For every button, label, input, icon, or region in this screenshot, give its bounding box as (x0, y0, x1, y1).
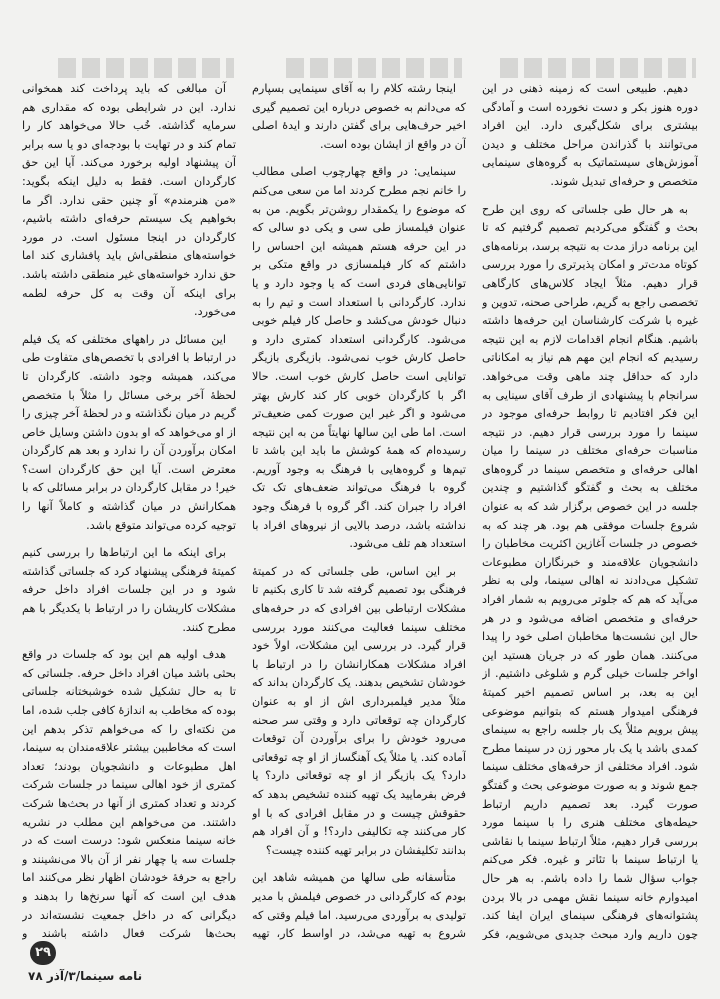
column-middle (252, 80, 466, 940)
show-through-text (58, 58, 234, 78)
column-right (482, 80, 698, 940)
paragraph: سینمایی: در واقع چهارچوب اصلی مطالب را خانم نجم مطرح کردند اما من سعی می‌کنم که موضوع را یکمقدار روشن‌تر بگویم. من به عنوان فیلمساز طی سی و یکی دو سالی که در این حرفه هستم همیشه این احساس را داشتم که کار فیلمسازی در واقع متکی بر توانایی‌های فردی است که یا وجود دارد و یا ندارد. کارگردانی با استعداد است و تیم را به دنبال خودش می‌کشد و حاصل کار فیلم خوبی می‌شود. کارگردانی استعداد کمتری دارد و حاصل کارش خوب نمی‌شود. بازیگری بازیگر توانایی است حاصل کارش خوب است. حالا اگر با کارگردان خوبی کار کند کارش بهتر می‌شود و اگر غیر این صورت کمی ضعیف‌تر است. اما طی این سالها نهایتاً من به این نتیجه رسیده‌ام که همهٔ کوشش ما باید این باشد تا تیم‌ها و گروه‌هایی با فرهنگ به وجود آوریم. گروه با فرهنگ می‌تواند ضعف‌های تک تک افراد را جبران کند. اگر گروه با فرهنگ وجود نداشته باشد، درصد بالایی از نیروهای افراد با استعداد هم تلف می‌شود. (252, 165, 466, 551)
paragraph: هدف اولیه هم این بود که جلسات در واقع بحثی باشد میان افراد داخل حرفه. جلساتی که تا به حال تشکیل شده خوشبختانه جلساتی بوده که مخاطب به اندازهٔ کافی جلب شده، اما من نکته‌ای را که می‌خواهم تذکر بدهم این است که مخاطبین بیشتر علاقه‌مندان به سینما، اهل مطبوعات و دانشجویان بودند؛ تعداد کمتری از خود اهالی سینما در جلسات شرکت کردند و تعداد کمتری از آنها در بحث‌ها شرکت داشتند. من می‌خواهم این مطلب در نشریه خانه سینما منعکس شود: درست است که در جلسات سه یا چهار نفر از آن بالا می‌نشینند و راجع به حرفهٔ خودشان اظهار نظر می‌کنند اما هدف این است که آنها سرنخ‌ها را بدهند و دیگرانی که در داخل جمعیت نشسته‌اند در بحث‌ها شرکت فعال داشته باشند و (22, 648, 236, 940)
paragraph: متأسفانه طی سالها من همیشه شاهد این بودم که کارگردانی در خصوص فیلمش با مدیر تولیدی به برآوردی می‌رسید. اما فیلم وقتی که شروع به تهیه می‌شد، در اواسط کار، تهیه (252, 871, 466, 940)
article-body (16, 80, 704, 940)
show-through-text (286, 58, 462, 78)
column-left (22, 80, 236, 940)
masthead-line: نامه سینما/۳/آذر ۷۸ (28, 969, 143, 983)
page-footer (26, 941, 206, 991)
page-number: ۲۹ (30, 941, 56, 965)
show-through-text (500, 58, 696, 78)
paragraph: به هر حال طی جلساتی که روی این طرح بحث و گفتگو می‌کردیم تصمیم گرفتیم که تا این برنامه دراز مدت به نتیجه برسد، برنامه‌های کوتاه مدت‌تر و امکان پذیرتری را مورد بررسی قرار دهیم. مثلاً ایجاد کلاس‌های کارگاهی تخصصی راجع به گریم، طراحی صحنه، تدوین و غیره با شرکت کارشناسان این حرفه‌ها داشته باشیم. هنگام انجام اقدامات لازم به این نتیجه رسیدیم که انجام این مهم هم نیاز به امکاناتی دارد که حداقل چند ماهی وقت می‌خواهد. سرانجام با پیشنهادی از طرف آقای سینایی به این فکر افتادیم تا روابط حرفه‌ای موجود در سینما را مورد بررسی قرار دهیم. در نتیجه مناسبات حرفه‌ای مختلف در سینما را میان اهالی حرفه‌ای و متخصص سینما در گروه‌های مختلف به بحث و گفتگو گذاشتیم و چندین جلسه در این خصوص برگزار شد که به عنوان شروع جلسات موفقی هم بود. هر چند که به خصوص در جلسات آغازین اکثریت مخاطبان را دانشجویان علاقه‌مند و خبرنگاران مطبوعات تشکیل می‌دادند نه اهالی سینما، ولی به نظر می‌آید که هم که جلوتر می‌رویم به شمار افراد حرفه‌ای و متخصص اضافه می‌شود و در هر حال این نشست‌ها مخاطبان اصلی خود را پیدا می‌کنند. همان طور که در جریان هستید این اواخر جلسات خیلی گرم و شلوغی داشتیم. از این به بعد، بر اساس تصمیم اخیر کمیتهٔ فرهنگی امیدوار هستم که بتوانیم موضوعی پیش برویم مثلاً یک بار جلسه راجع به سینمای کمدی باشد یا یک بار محور زن در سینما مطرح شود. افراد مختلفی از حرفه‌های مختلف سینما جمع شوند و به صورت موضوعی بحث و گفتگو صورت گیرد. بعد تصمیم داریم ارتباط حیطه‌های مختلف هنری را با سینما مورد بررسی قرار دهیم، مثلاً ارتباط سینما با نقاشی یا ارتباط سینما با تئاتر و غیره. فکر می‌کنم جواب سؤال شما را داده باشم. به هر حال امیدوارم خانه سینما نقش مهمی در بالا بردن پشتوانه‌های فرهنگی سینمای ایران ایفا کند. چون داریم وارد مبحث جدیدی می‌شویم، فکر (482, 202, 698, 940)
paragraph: اینجا رشته کلام را به آقای سینمایی بسپارم که می‌دانم به خصوص درباره این تصمیم گیری اخیر حرف‌هایی برای گفتن دارند و ایدهٔ اصلی آن در واقع از ایشان بوده است. (252, 82, 466, 151)
paragraph: برای اینکه ما این ارتباط‌ها را بررسی کنیم کمیتهٔ فرهنگی پیشنهاد کرد که جلساتی گذاشته شود و در این جلسات افراد داخل حرفه مشکلات کاریشان را در ارتباط با یکدیگر با هم مطرح کنند. (22, 546, 236, 634)
paragraph: دهیم. طبیعی است که زمینه ذهنی در این دوره هنوز بکر و دست نخورده است و آمادگی بیشتری برای شکل‌گیری دارد. این افراد می‌توانند با گذراندن مراحل مختلف و دیدن آموزش‌های سیستماتیک به گروه‌های سینمایی متخصص و حرفه‌ای تبدیل شوند. (482, 82, 698, 188)
paragraph: آن مبالغی که باید پرداخت کند همخوانی ندارد. این در شرایطی بوده که مقداری هم سرمایه گذاشته. خُب حالا می‌خواهد کار را تمام کند و در تهایت با بودجه‌ای دو یا سه برابر آن پیشنهاد اولیه برخورد می‌کند. آیا این حق کارگردان است. فقط به دلیل اینکه بگوید: «من هنرمندم» آو چنین حقی ندارد. اگر ما بخواهیم یک سیستم حرفه‌ای داشته باشیم، کارگردان در اینجا مسئول است. در مورد خواسته‌های منطقی‌اش باید پافشاری کند اما حق ندارد خواسته‌های غیر منطقی داشته باشد. برای اینکه آن وقت به کل حرفه لطمه می‌خورد. (22, 82, 236, 319)
paragraph: این مسائل در راههای مختلفی که یک فیلم در ارتباط با افرادی با تخصص‌های متفاوت طی می‌کند، همیشه وجود داشته. کارگردان تا لحظهٔ آخر برخی مسائل را مثلاً با متخصص گریم در میان نگذاشته و در لحظهٔ آخر چیزی را از او می‌خواهد که او بدون داشتن وسایل خاص امکان برآوردن آن را ندارد و بعد هم کارگردان معترض است. آیا این حق کارگردان است؟ خیر! در مقابل کارگردان در برابر مسائلی که با همکارانش در میان گذاشته و کاملاً آنها را توجیه کرده می‌تواند متوقع باشد. (22, 332, 236, 532)
paragraph: بر این اساس، طی جلساتی که در کمیتهٔ فرهنگی بود تصمیم گرفته شد تا کاری بکنیم تا مشکلات ارتباطی بین افرادی که در حرفه‌های مختلف سینما فعالیت می‌کنند مورد بررسی قرار گیرد. در بررسی این مشکلات، اولاً خود افراد مشکلات همکارانشان را در ارتباط با خودشان تشخیص بدهند. یک کارگردان بداند که مثلاً مدیر فیلمبرداری اش از او به عنوان کارگردان چه توقعاتی دارد و وقتی سر صحنه می‌رود خودش را برای برآوردن آن توقعات آماده کند. یا مثلاً یک آهنگساز از او چه توقعاتی دارد؟ یک بازیگر از او چه توقعاتی دارد؟ یا فرض بفرمایید یک تهیه کننده تشخیص بدهد که حقوقش چیست و در مقابل افرادی که با او کار می‌کنند چه تکالیفی دارد؟! و آن افراد هم بدانند تکلیفشان در برابر تهیه کننده چیست؟ (252, 564, 466, 857)
